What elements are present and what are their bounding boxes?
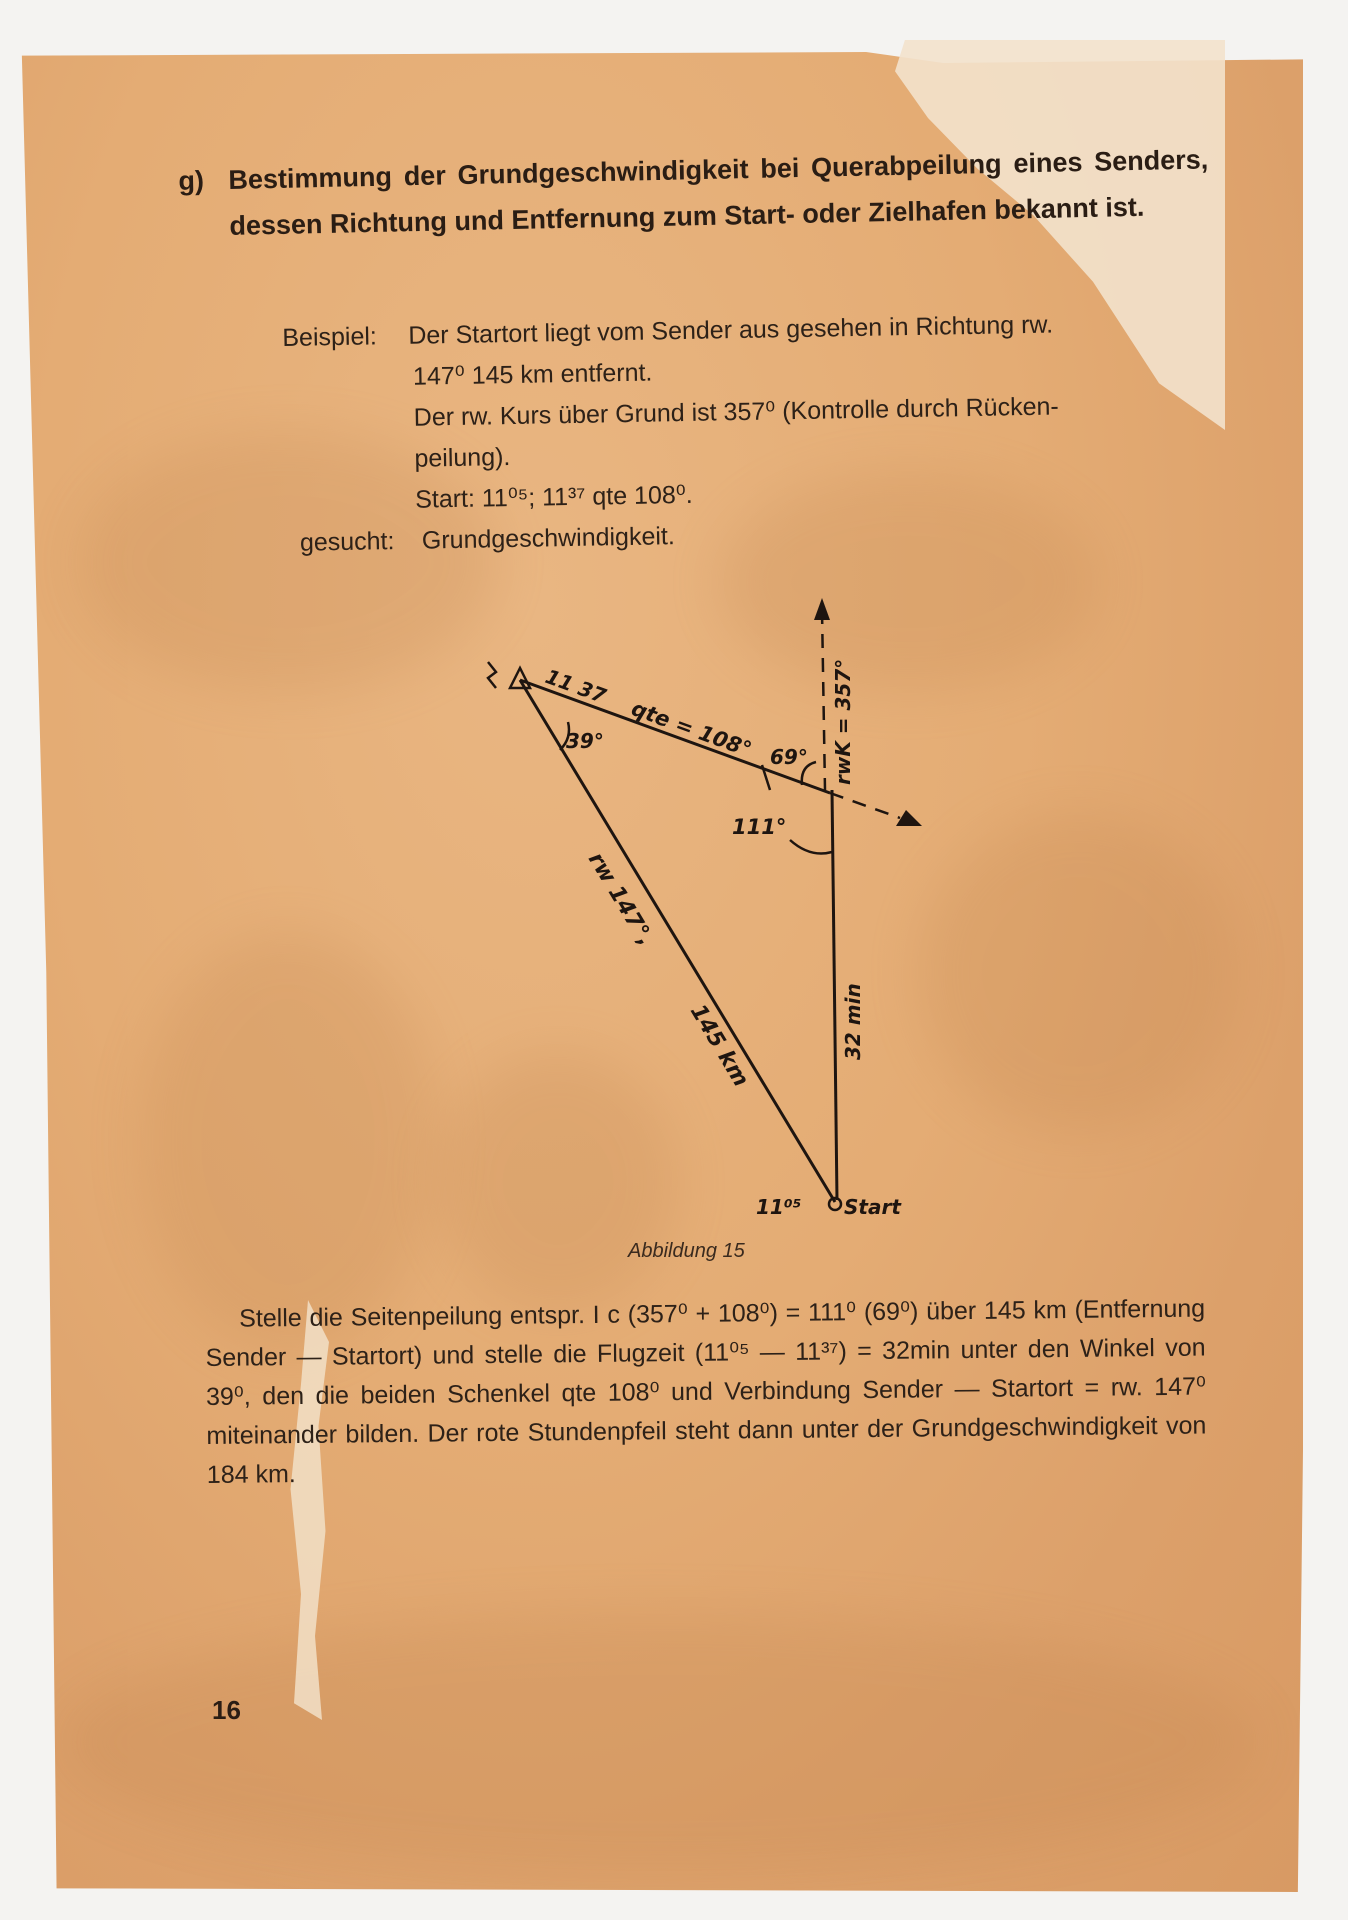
label-angle-111: 111°	[732, 815, 787, 839]
section-title: Bestimmung der Grundgeschwindigkeit bei Querabpeilung eines Senders, dessen Richtung und Entfernung zum Start- oder Zielhafen bekannt ist.	[228, 144, 1209, 241]
page-number: 16	[212, 1695, 241, 1725]
instruction-paragraph	[205, 1290, 1207, 1495]
example-line-2: 147⁰ 145 km entfernt.	[412, 358, 653, 391]
section-label: g)	[178, 165, 205, 196]
label-32min: 32 min	[841, 983, 865, 1060]
stain	[58, 1612, 1258, 1872]
label-time-sender: 11 37	[542, 664, 610, 709]
example-line-5: Start: 11⁰⁵; 11³⁷ qte 108⁰.	[414, 480, 693, 514]
line-course	[832, 790, 837, 1200]
sought-value: Grundgeschwindigkeit.	[421, 522, 676, 555]
stain	[918, 812, 1238, 1132]
label-start: Start	[844, 1195, 901, 1219]
north-arrow-icon	[814, 598, 830, 620]
course-extension	[822, 610, 825, 790]
label-angle-39: 39°	[566, 729, 604, 753]
example-label: Beispiel:	[282, 322, 378, 352]
label-angle-69: 69°	[770, 745, 808, 769]
paragraph-text: Stelle die Seitenpeilung entspr. I c (357⁰ + 108⁰) = 111⁰ (69⁰) über 145 km (Entfernung Sender — Startort) und stelle die Flugzeit (11⁰⁵ — 11³⁷) = 32min unter den Winkel von 39⁰, den die beiden Schenkel qte 108⁰ und Verbindung Sender — Startort = rw. 147⁰ miteinander bilden. Der rote Stundenpfeil steht dann unter der Grundgeschwindigkeit von 184 km.	[205, 1294, 1207, 1489]
sender-triangle-icon	[510, 668, 530, 688]
example-line-3: Der rw. Kurs über Grund ist 357⁰ (Kontrolle durch Rücken-	[413, 392, 1059, 432]
label-qte: qte = 108°	[628, 696, 755, 762]
navigation-diagram	[460, 590, 940, 1250]
example-line-4: peilung).	[414, 443, 511, 473]
figure-caption: Abbildung 15	[628, 1240, 745, 1262]
qte-extension	[830, 793, 900, 818]
stain	[138, 932, 438, 1352]
label-rwk: rwK = 357°	[831, 658, 855, 785]
label-rw147: rw 147°,	[582, 848, 658, 951]
lightning-icon	[488, 662, 496, 688]
label-distance: 145 km	[684, 1000, 754, 1092]
label-time-start: 11⁰⁵	[756, 1195, 802, 1219]
angle-arc-111	[790, 840, 832, 854]
sought-label: gesucht:	[299, 527, 395, 557]
example-line-1: Der Startort liegt vom Sender aus gesehen in Richtung rw.	[408, 310, 1054, 350]
